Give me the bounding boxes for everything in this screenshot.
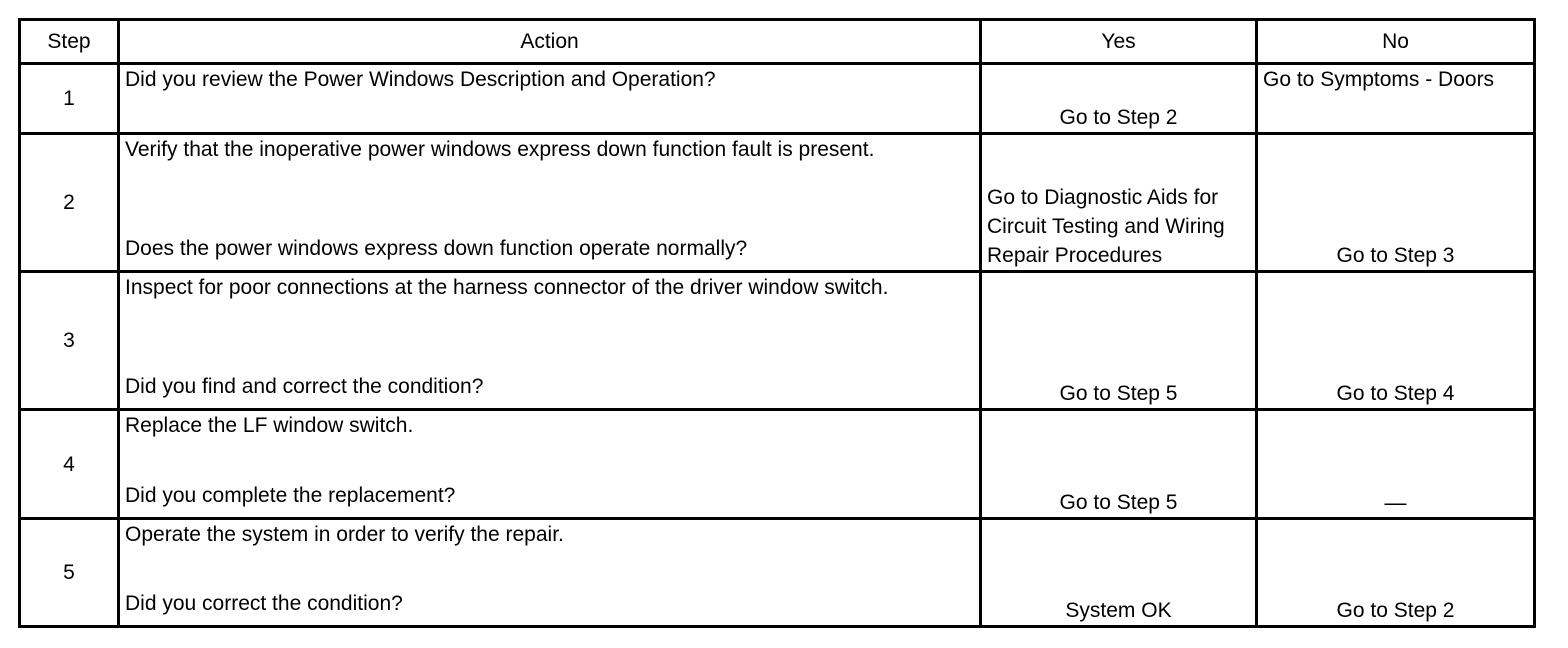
table-header-row [20,20,1535,64]
action-cell [119,519,981,627]
action-instruction: Inspect for poor connections at the harness connector of the driver window switch. [125,276,889,299]
step-number: 2 [20,134,119,272]
header-step: Step [20,20,119,64]
yes-result: System OK [981,519,1257,627]
action-cell [119,64,981,134]
action-instruction: Verify that the inoperative power windows express down function fault is present. [125,138,875,161]
yes-result: Go to Diagnostic Aids for Circuit Testing and Wiring Repair Procedures [981,134,1257,272]
step-number: 5 [20,519,119,627]
table-row [20,519,1535,627]
action-question: Did you review the Power Windows Description and Operation? [125,68,716,91]
step-number: 4 [20,410,119,519]
step-number: 1 [20,64,119,134]
action-cell [119,272,981,410]
table-row [20,272,1535,410]
yes-result: Go to Step 2 [981,64,1257,134]
action-cell [119,134,981,272]
step-number: 3 [20,272,119,410]
action-question: Does the power windows express down function operate normally? [125,237,748,260]
no-result: Go to Step 2 [1257,519,1535,627]
yes-result: Go to Step 5 [981,410,1257,519]
table-row [20,410,1535,519]
header-no: No [1257,20,1535,64]
action-cell [119,410,981,519]
action-question: Did you complete the replacement? [125,484,456,507]
no-result: Go to Step 3 [1257,134,1535,272]
no-result: — [1257,410,1535,519]
header-action: Action [119,20,981,64]
yes-result: Go to Step 5 [981,272,1257,410]
table-row [20,64,1535,134]
action-instruction: Replace the LF window switch. [125,414,414,437]
action-question: Did you find and correct the condition? [125,375,484,398]
no-result: Go to Step 4 [1257,272,1535,410]
action-instruction: Operate the system in order to verify the repair. [125,523,564,546]
header-yes: Yes [981,20,1257,64]
no-result: Go to Symptoms - Doors [1257,64,1535,134]
table-row [20,134,1535,272]
action-question: Did you correct the condition? [125,592,403,615]
diagnostic-table [18,18,1536,628]
